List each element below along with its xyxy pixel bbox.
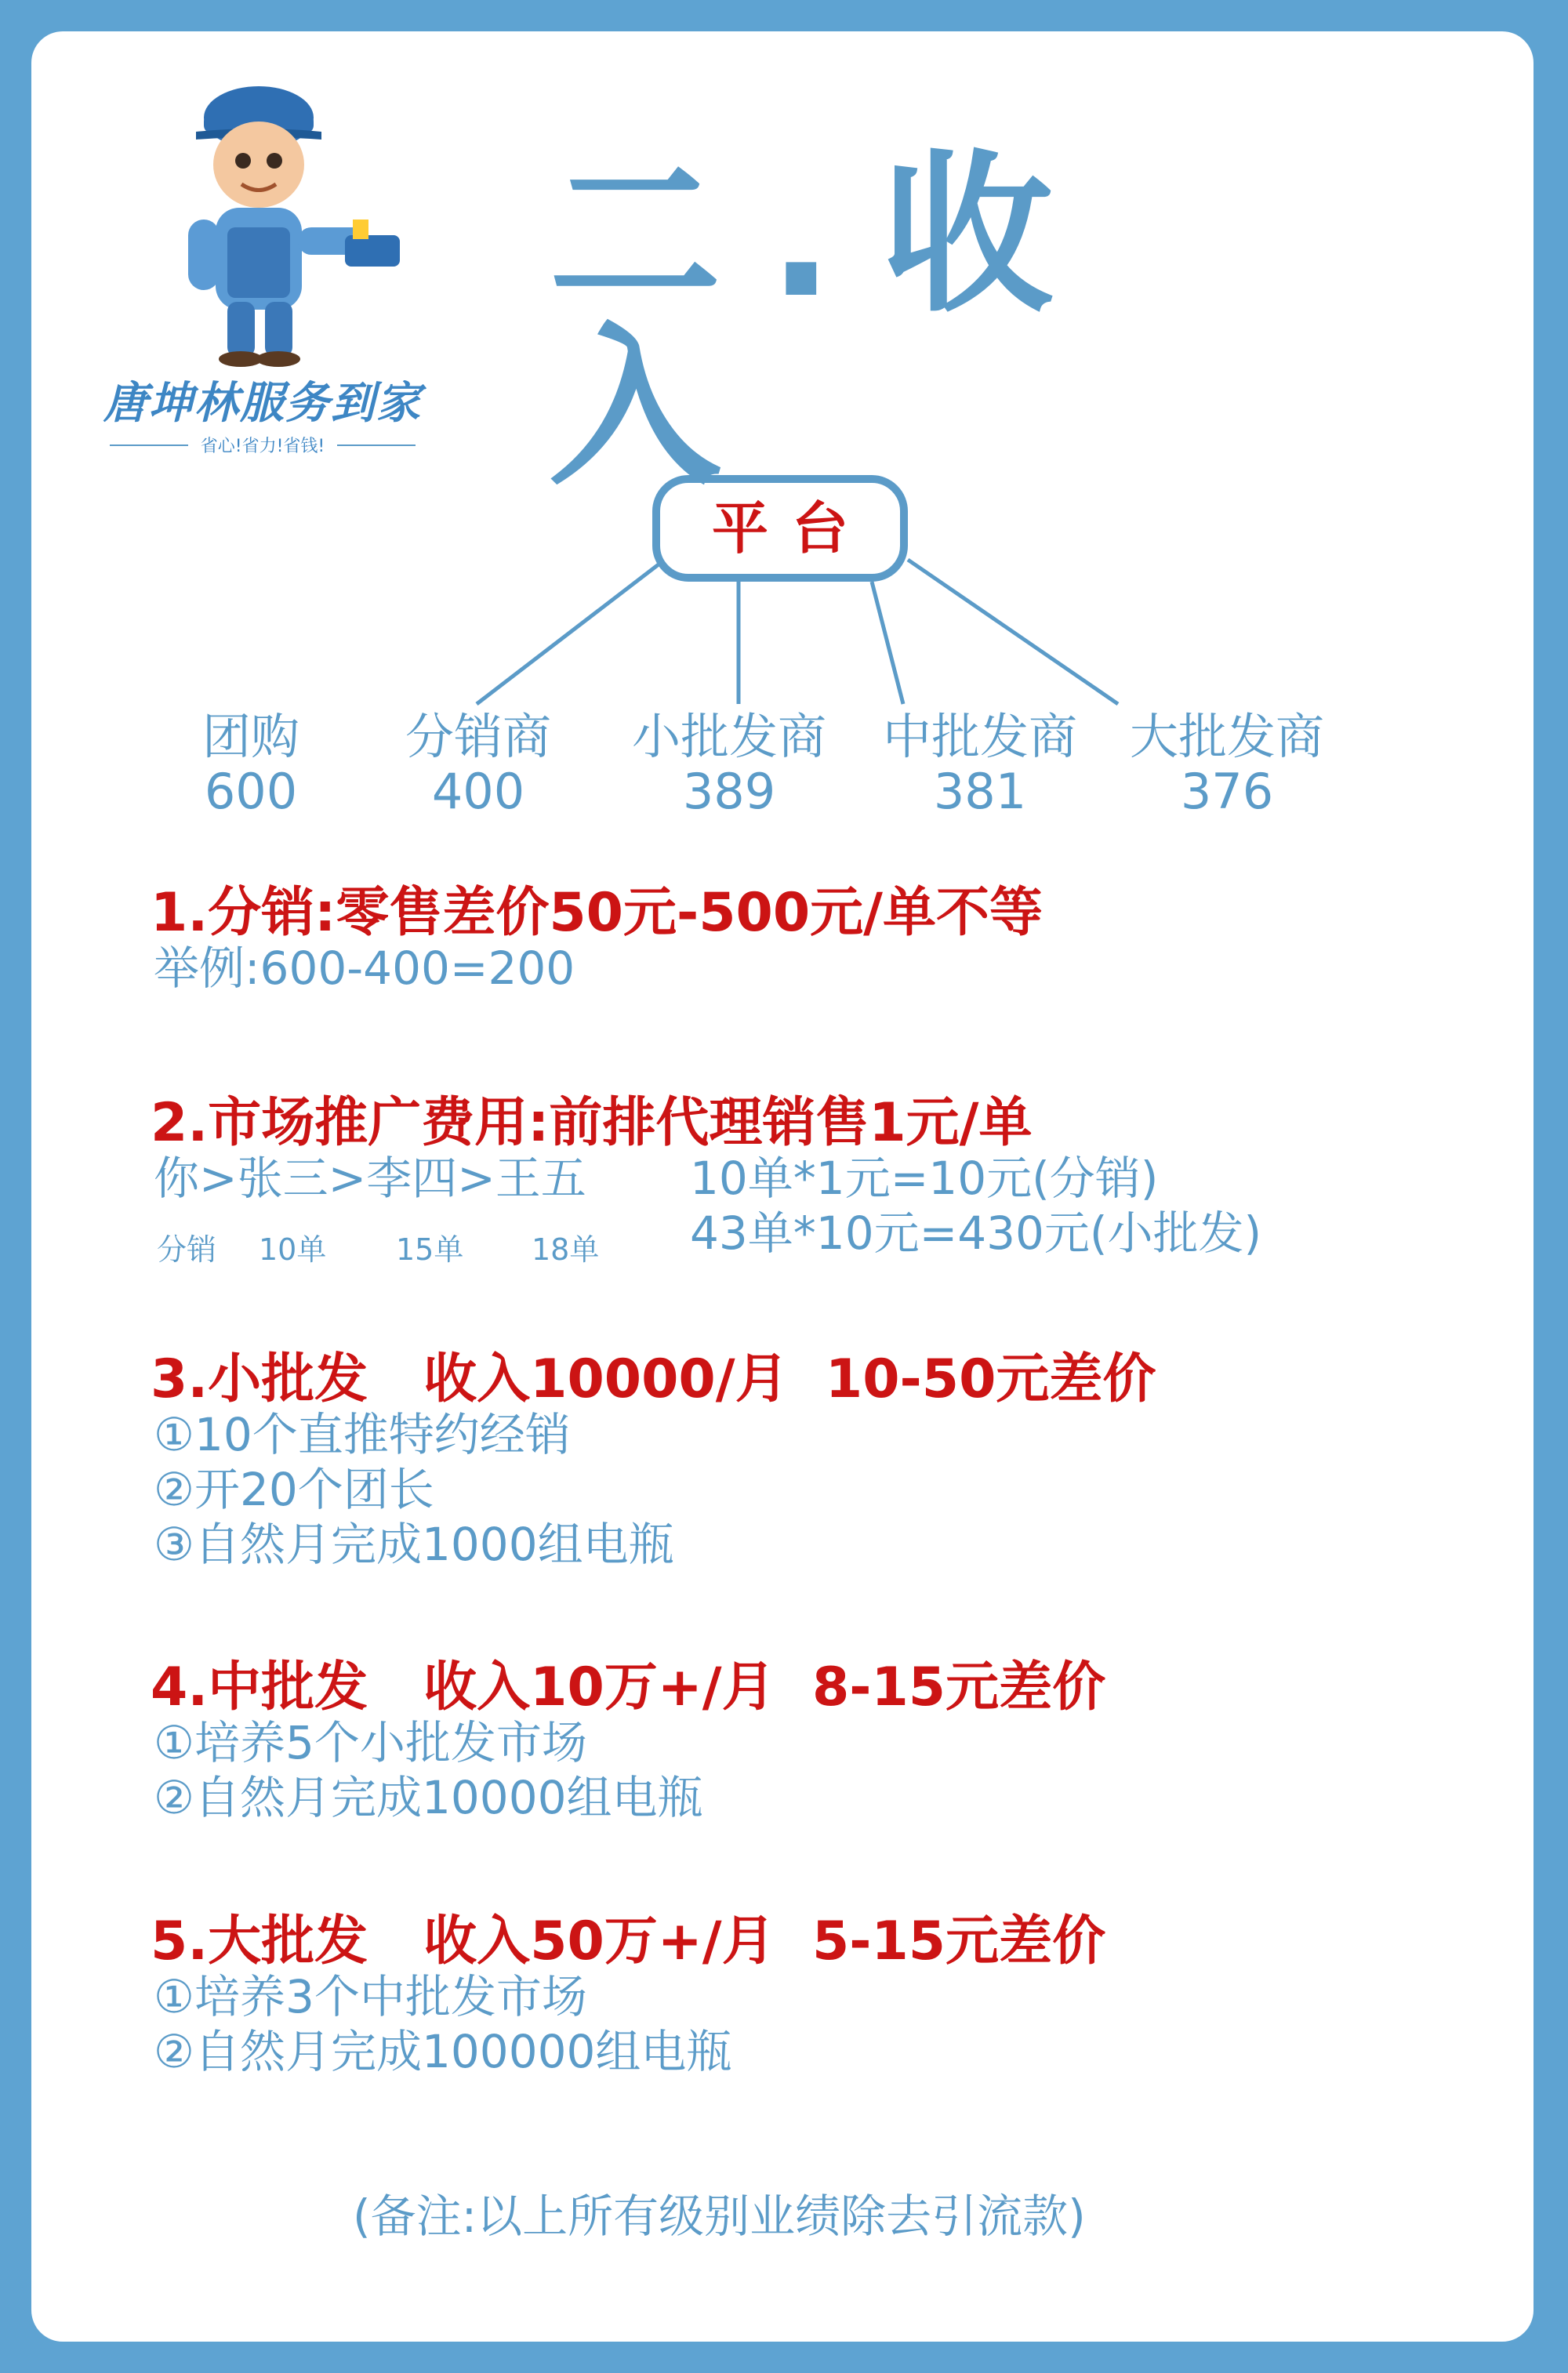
tree-connectors	[0, 0, 1568, 784]
platform-box: 平台	[652, 475, 908, 582]
section3-item: ①10个直推特约经销	[154, 1408, 571, 1461]
connector-line	[477, 564, 659, 704]
section4-item: ①培养5个小批发市场	[154, 1716, 587, 1769]
section2-label-distribution: 分销	[157, 1232, 217, 1267]
tier-price: 600	[204, 763, 298, 820]
section2-calc1: 10单*1元=10元(分销)	[690, 1152, 1159, 1205]
tier-price: 389	[682, 763, 776, 820]
tier-distributor	[392, 709, 564, 819]
section3-item: ②开20个团长	[154, 1463, 434, 1516]
section2-chain: 你>张三>李四>王五	[154, 1152, 586, 1205]
section3-title: 3.小批发 收入10000/月 10-50元差价	[151, 1348, 1156, 1410]
section5-item: ②自然月完成100000组电瓶	[154, 2025, 732, 2078]
section2-label-15: 15单	[396, 1232, 464, 1267]
section5-item: ①培养3个中批发市场	[154, 1970, 587, 2023]
section2-label-18: 18单	[532, 1232, 600, 1267]
section4-item: ②自然月完成10000组电瓶	[154, 1771, 703, 1824]
tier-medium-wholesaler	[870, 709, 1090, 819]
tier-price: 381	[933, 763, 1027, 820]
footnote: (备注:以上所有级别业绩除去引流款)	[353, 2190, 1086, 2243]
section1-title: 1.分销:零售差价50元-500元/单不等	[151, 882, 1043, 944]
section2-title: 2.市场推广费用:前排代理销售1元/单	[151, 1092, 1033, 1154]
section2-calc2: 43单*10元=430元(小批发)	[690, 1206, 1262, 1260]
connector-line	[872, 582, 903, 704]
section2-label-10: 10单	[259, 1232, 327, 1267]
section4-title: 4.中批发 收入10万+/月 8-15元差价	[151, 1656, 1106, 1718]
tier-large-wholesaler	[1117, 709, 1337, 819]
tier-group-buy	[180, 709, 321, 819]
section5-title: 5.大批发 收入50万+/月 5-15元差价	[151, 1910, 1106, 1972]
brand-name: 唐坤林服务到家	[103, 378, 422, 429]
tier-name: 小批发商	[631, 708, 826, 765]
tier-name: 团购	[201, 708, 299, 765]
tier-name: 大批发商	[1129, 708, 1324, 765]
tier-name: 中批发商	[882, 708, 1077, 765]
tier-name: 分销商	[405, 708, 551, 765]
connector-line	[908, 560, 1118, 704]
brand-slogan: 省心!省力!省钱!	[200, 437, 325, 456]
tier-price: 400	[431, 763, 525, 820]
tier-price: 376	[1180, 763, 1274, 820]
page-title: 二.收入	[549, 135, 1101, 508]
section1-example: 举例:600-400=200	[154, 942, 575, 995]
section3-item: ③自然月完成1000组电瓶	[154, 1518, 674, 1571]
tier-small-wholesaler	[619, 709, 839, 819]
